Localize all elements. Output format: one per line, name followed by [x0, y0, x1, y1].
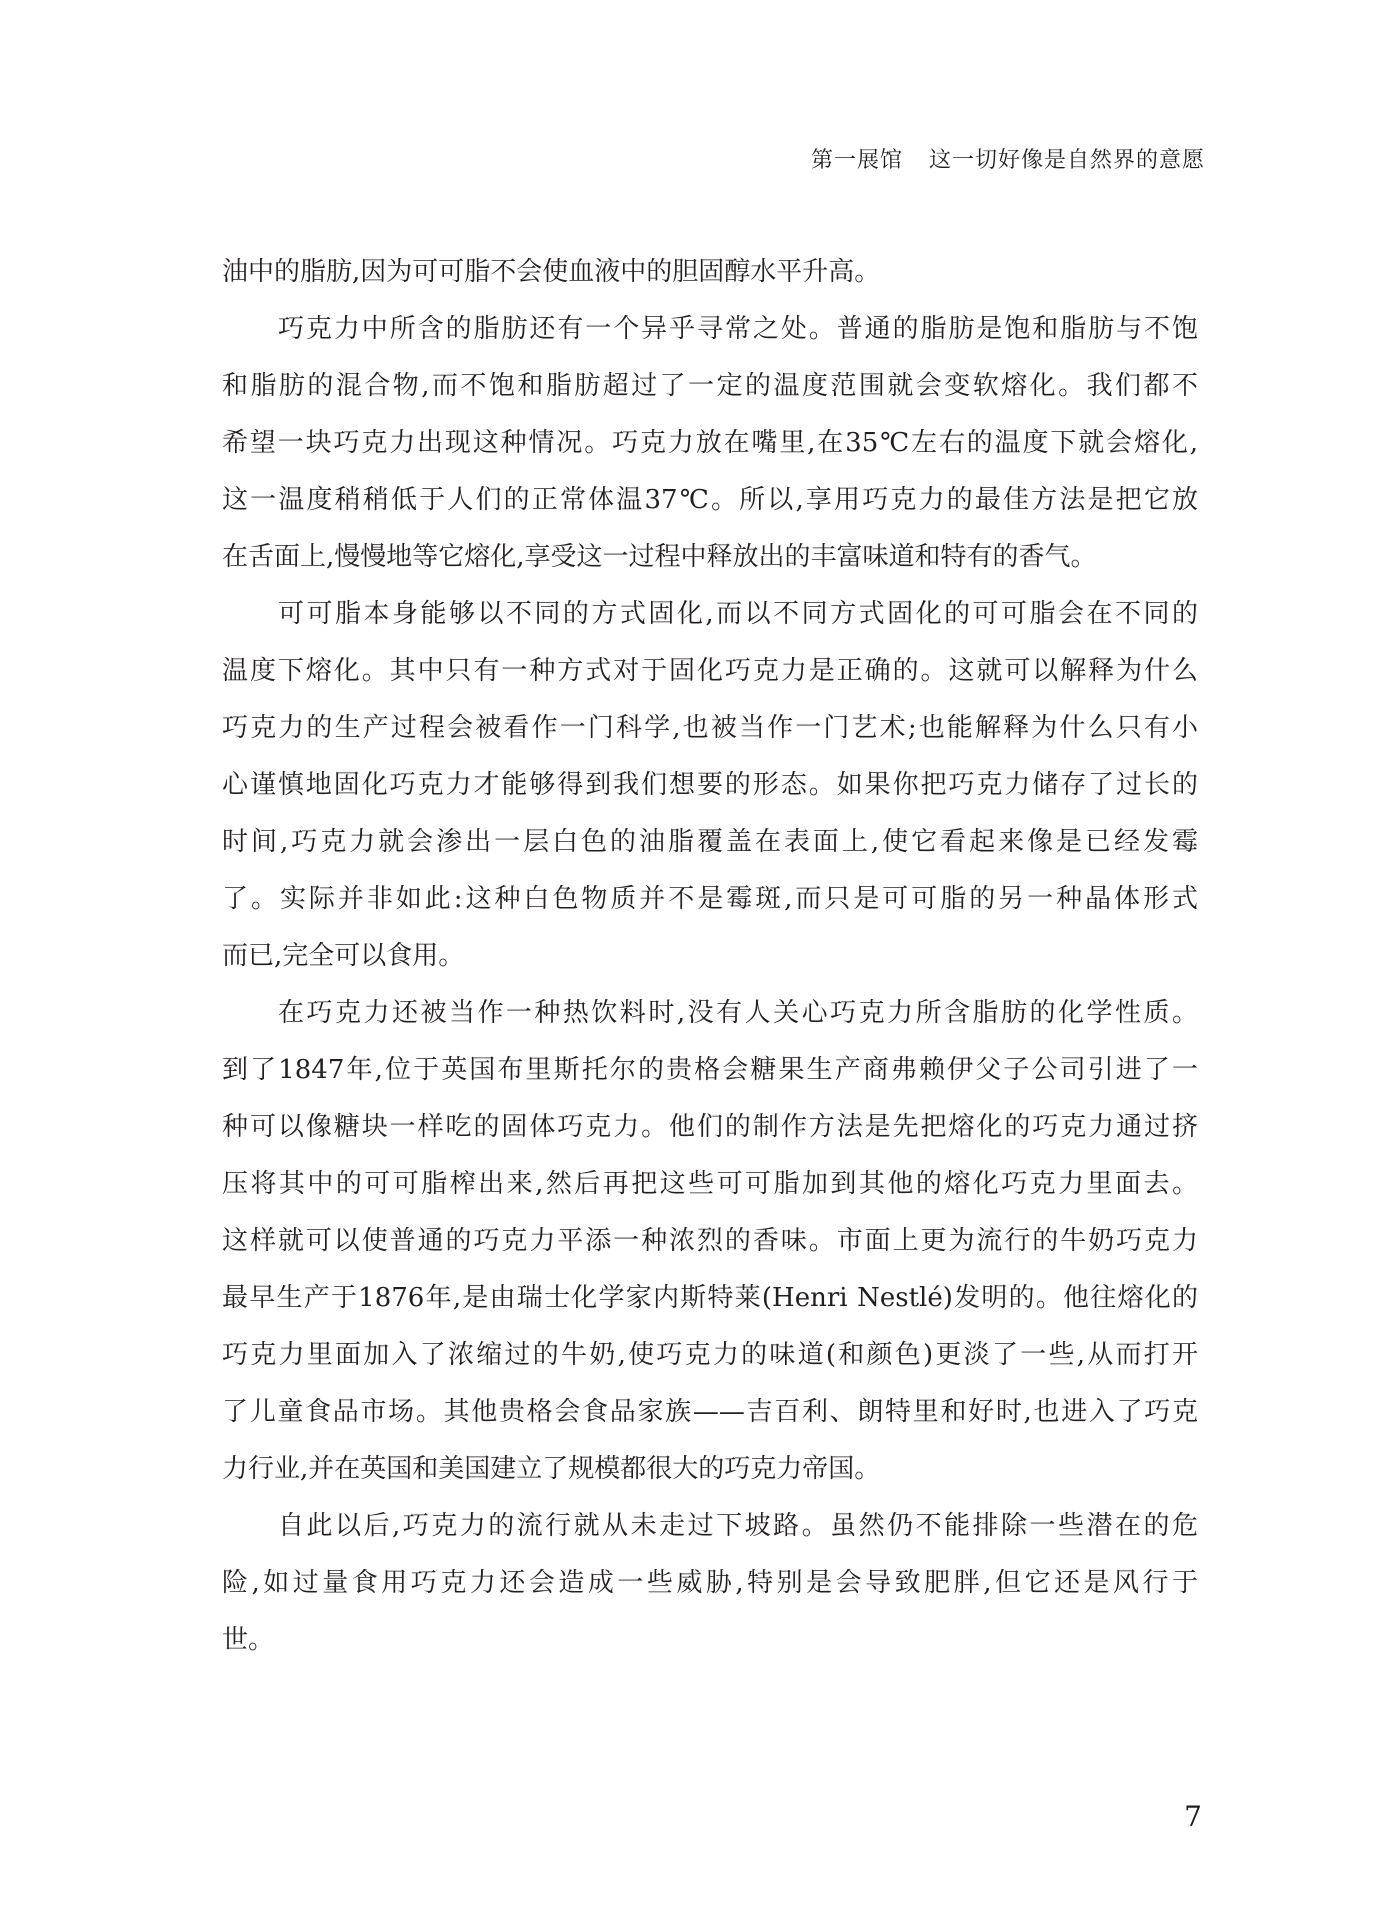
text-line: 油中的脂肪,因为可可脂不会使血液中的胆固醇水平升高。 [222, 257, 881, 287]
text-line: 到了1847年,位于英国布里斯托尔的贵格会糖果生产商弗赖伊父子公司引进了一 [222, 1055, 1198, 1085]
text-line: 而已,完全可以食用。 [222, 941, 465, 971]
text-line: 和脂肪的混合物,而不饱和脂肪超过了一定的温度范围就会变软熔化。我们都不 [222, 371, 1198, 401]
text-line: 巧克力里面加入了浓缩过的牛奶,使巧克力的味道(和颜色)更淡了一些,从而打开 [222, 1340, 1198, 1370]
paragraph-first-line: 巧克力中所含的脂肪还有一个异乎寻常之处。普通的脂肪是饱和脂肪与不饱 [278, 314, 1198, 344]
text-line: 了儿童食品市场。其他贵格会食品家族——吉百利、朗特里和好时,也进入了巧克 [222, 1397, 1198, 1427]
text-line: 在舌面上,慢慢地等它熔化,享受这一过程中释放出的丰富味道和特有的香气。 [222, 542, 1097, 572]
text-line: 巧克力的生产过程会被看作一门科学,也被当作一门艺术;也能解释为什么只有小 [222, 713, 1198, 743]
text-line: 心谨慎地固化巧克力才能够得到我们想要的形态。如果你把巧克力储存了过长的 [222, 770, 1198, 800]
text-line: 了。实际并非如此:这种白色物质并不是霉斑,而只是可可脂的另一种晶体形式 [222, 884, 1198, 914]
header-section: 第一展馆 [810, 148, 903, 173]
text-line: 温度下熔化。其中只有一种方式对于固化巧克力是正确的。这就可以解释为什么 [222, 656, 1198, 686]
page-number: 7 [1184, 1800, 1202, 1833]
text-line: 种可以像糖块一样吃的固体巧克力。他们的制作方法是先把熔化的巧克力通过挤 [222, 1112, 1198, 1142]
text-line: 这样就可以使普通的巧克力平添一种浓烈的香味。市面上更为流行的牛奶巧克力 [222, 1226, 1198, 1256]
text-line: 希望一块巧克力出现这种情况。巧克力放在嘴里,在35℃左右的温度下就会熔化, [222, 428, 1198, 458]
text-line: 险,如过量食用巧克力还会造成一些威胁,特别是会导致肥胖,但它还是风行于 [222, 1568, 1198, 1598]
text-line: 时间,巧克力就会渗出一层白色的油脂覆盖在表面上,使它看起来像是已经发霉 [222, 827, 1198, 857]
paragraph-first-line: 在巧克力还被当作一种热饮料时,没有人关心巧克力所含脂肪的化学性质。 [278, 998, 1198, 1028]
paragraph-first-line: 可可脂本身能够以不同的方式固化,而以不同方式固化的可可脂会在不同的 [278, 599, 1198, 629]
text-line: 压将其中的可可脂榨出来,然后再把这些可可脂加到其他的熔化巧克力里面去。 [222, 1169, 1198, 1199]
text-line: 最早生产于1876年,是由瑞士化学家内斯特莱(Henri Nestlé)发明的。他往熔化的 [222, 1283, 1198, 1313]
text-line: 力行业,并在英国和美国建立了规模都很大的巧克力帝国。 [222, 1454, 881, 1484]
body-text [222, 244, 1198, 1669]
paragraph-first-line: 自此以后,巧克力的流行就从未走过下坡路。虽然仍不能排除一些潜在的危 [278, 1511, 1198, 1541]
text-line: 这一温度稍稍低于人们的正常体温37℃。所以,享用巧克力的最佳方法是把它放 [222, 485, 1198, 515]
header-title: 这一切好像是自然界的意愿 [928, 148, 1205, 173]
running-header [811, 143, 1205, 174]
text-line: 世。 [222, 1625, 275, 1655]
